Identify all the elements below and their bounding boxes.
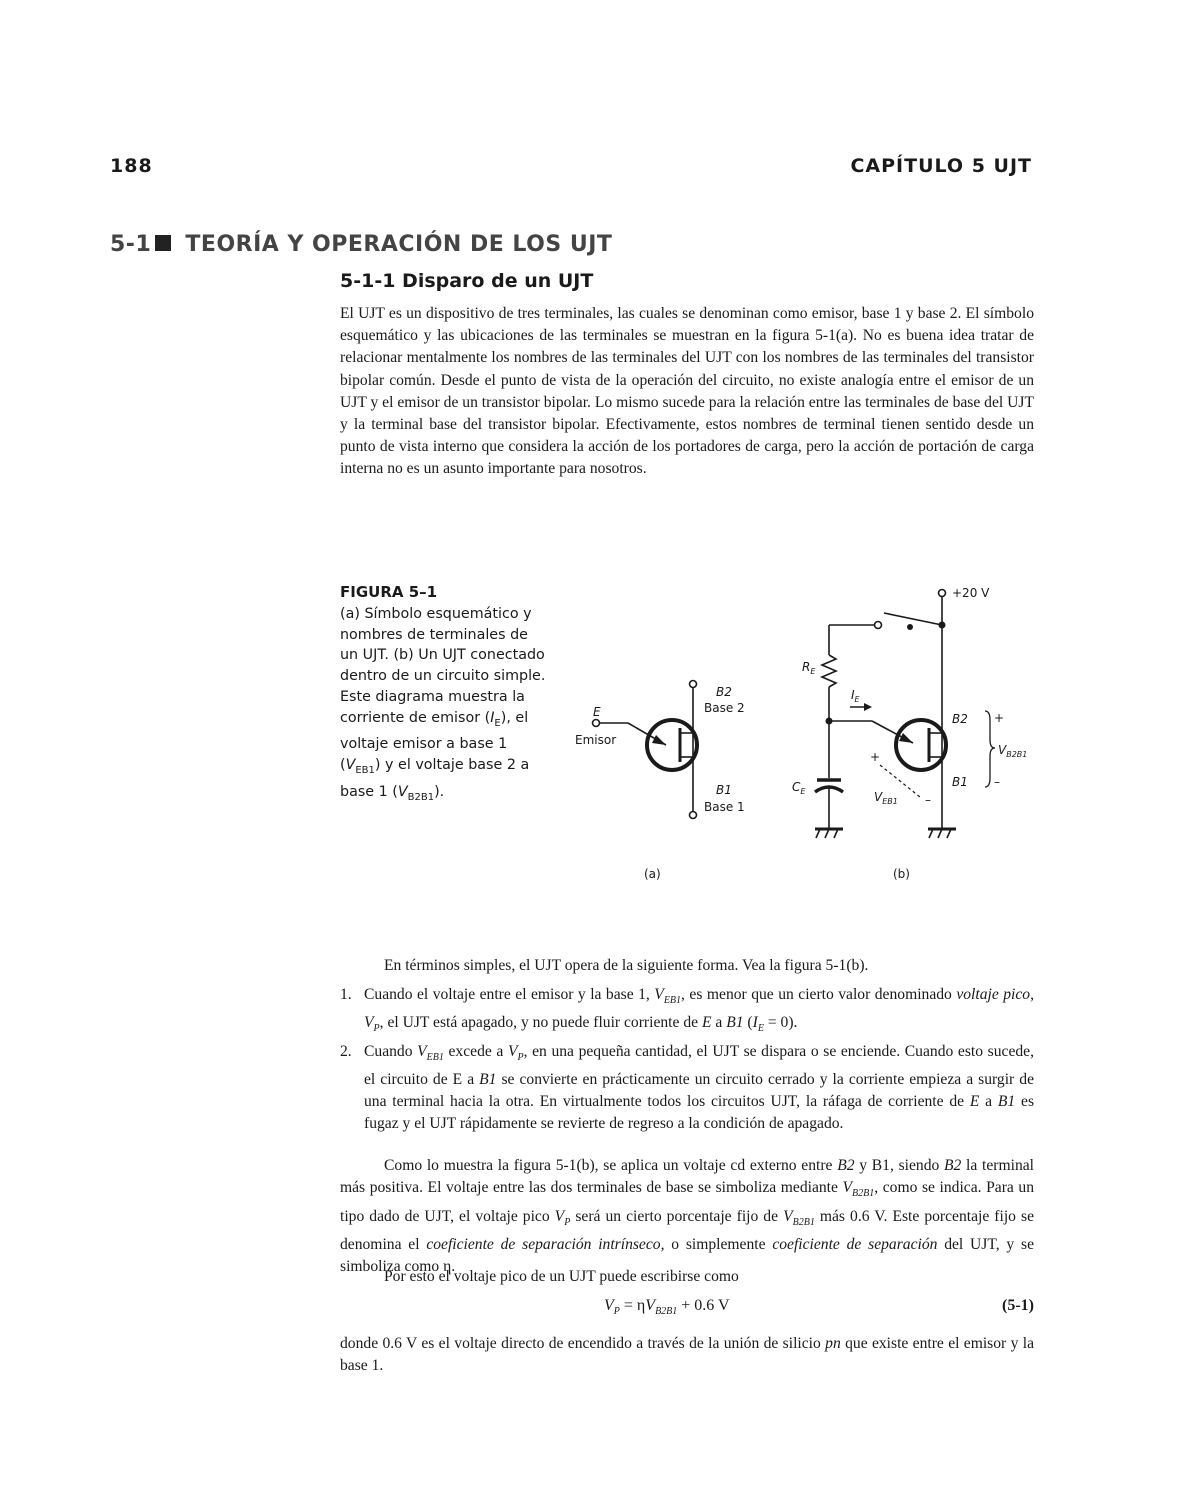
equation-text: = η (619, 1297, 646, 1314)
math-subscript: E (757, 1023, 764, 1035)
math-symbol: V (783, 1207, 793, 1225)
label-ce (792, 780, 806, 796)
list-text: , es menor que un cierto valor denominado (681, 986, 957, 1003)
paragraph-text: del UJT, y se simboliza como η. (340, 1235, 1034, 1276)
figure-caption (340, 582, 550, 809)
math-symbol: B1 (479, 1070, 497, 1088)
label-re (802, 660, 816, 676)
paragraph-text: la terminal más positiva. El voltaje entre las dos terminales de base se simboliza mediante (340, 1157, 1034, 1197)
section-title: TEORÍA Y OPERACIÓN DE LOS UJT (185, 232, 613, 257)
paragraph-text: que existe entre el emisor y la base 1. (340, 1335, 1034, 1375)
caption-symbol: V (345, 757, 356, 774)
caption-text: ) y el voltaje base 2 a base 1 ( (340, 757, 530, 800)
math-subscript: B2B1 (792, 1216, 815, 1228)
list-text: a (711, 1014, 727, 1032)
math-symbol: I (752, 1014, 758, 1032)
caption-subscript: EB1 (355, 765, 375, 777)
base2-terminal (690, 681, 697, 688)
paragraph-text: , como se indica. Para un tipo dado de UJT, el voltaje pico (340, 1179, 1034, 1225)
paragraph-text: y B1, siendo (854, 1157, 945, 1174)
body-paragraph-1: El UJT es un dispositivo de tres terminales, las cuales se denominan como emisor, base 1 y base 2. El símbolo esquemático y las ubicaciones de las terminales se muestran en la figura 5-1(a). No es buena idea tratar de relacionar mentalmente los nombres de las terminales del UJT con los nombres de las terminales del transistor bipolar común. Desde el punto de vista de la operación del circuito, no existe analogía entre el emisor de un UJT y el emisor de un transistor bipolar. Lo mismo sucede para la relación entre las terminales de base del UJT y la terminal base del transistor bipolar. Efectivamente, estos nombres de terminal tienen sentido desde un punto de vista interno que considera la acción de los portadores de carga, pero la acción de portación de carga interna no es un asunto importante para nosotros. (340, 305, 1034, 478)
label-veb1-sub: EB1 (882, 797, 898, 806)
label-b1: B1 (952, 775, 968, 789)
body-paragraph-3 (340, 1155, 1034, 1278)
paragraph-text: Como lo muestra la figura 5-1(b), se aplica un voltaje cd externo entre (384, 1157, 838, 1174)
caption-text: ). (434, 783, 445, 800)
resistor-icon (822, 655, 836, 687)
list-text: ( (743, 1014, 753, 1032)
ground-icon (815, 829, 843, 838)
caption-text: ), el voltaje emisor a base 1 ( (340, 709, 529, 774)
equation-body (604, 1297, 730, 1317)
math-symbol: B1 (726, 1014, 744, 1032)
math-subscript: EB1 (663, 995, 682, 1007)
circuit-b (815, 590, 995, 839)
supply-terminal (939, 590, 946, 597)
panel-label-b: (b) (893, 867, 910, 881)
math-subscript: P (517, 1051, 524, 1063)
math-symbol: E (701, 1014, 712, 1032)
label-emisor: Emisor (575, 733, 617, 747)
caption-subscript: E (494, 717, 501, 729)
math-subscript: P (564, 1216, 571, 1228)
list-number: 2. (340, 1042, 352, 1060)
ujt-symbol-a (593, 681, 698, 819)
switch-icon (884, 613, 942, 625)
emphasis: coeficiente de separación intrínseco, (426, 1235, 665, 1253)
equation-5-1 (340, 1297, 1034, 1321)
list-text: Cuando el voltaje entre el emisor y la base 1, (364, 986, 655, 1003)
math-symbol: V (417, 1042, 427, 1060)
caption-symbol: V (397, 783, 408, 800)
math-symbol: V (507, 1042, 518, 1060)
veb1-plus: + (870, 750, 881, 764)
paragraph-text: donde 0.6 V es el voltaje directo de encendido a través de la unión de silicio (340, 1335, 826, 1352)
section-heading (110, 232, 612, 257)
label-ie-main: I (851, 688, 855, 702)
math-subscript: B2B1 (655, 1306, 678, 1318)
label-base2: Base 2 (704, 701, 745, 715)
label-ce-sub: E (800, 787, 806, 796)
emitter-terminal (593, 720, 600, 727)
label-re-sub: E (810, 667, 816, 676)
math-symbol: B2 (944, 1157, 962, 1174)
label-e: E (593, 705, 601, 719)
math-subscript: P (613, 1306, 620, 1318)
paragraph-text: o simplemente (664, 1235, 773, 1253)
switch-terminal (875, 622, 882, 629)
body-paragraph-2: En términos simples, el UJT opera de la siguiente forma. Vea la figura 5-1(b). (384, 957, 869, 974)
math-symbol: V (654, 986, 664, 1003)
label-veb1-main: V (874, 790, 883, 804)
math-subscript: B2B1 (852, 1188, 875, 1200)
subsection-title: 5-1-1 Disparo de un UJT (340, 270, 594, 292)
vb2b1-plus: + (994, 711, 1005, 725)
equation-text: + 0.6 V (677, 1297, 730, 1314)
ujt-circuit-figure (560, 580, 1060, 890)
emphasis: coeficiente de separación (772, 1235, 938, 1253)
list-text: a (979, 1093, 998, 1111)
list-text: = 0). (763, 1014, 798, 1032)
math-subscript: EB1 (426, 1051, 444, 1063)
body-paragraph-4: Por esto el voltaje pico de un UJT puede escribirse como (384, 1268, 739, 1285)
label-b2: B2 (716, 685, 732, 699)
section-number: 5-1 (110, 232, 152, 257)
ujt-body-circle (647, 720, 697, 770)
page-number: 188 (110, 155, 153, 177)
label-ce-main: C (792, 780, 801, 794)
paragraph-text: será un cierto porcentaje fijo de (570, 1207, 784, 1225)
list-item (340, 1041, 1034, 1136)
list-text: , en una pequeña cantidad, el UJT se dispara o se enciende. Cuando esto sucede, el circuito de E a (364, 1042, 1034, 1088)
math-symbol: B1 (997, 1093, 1016, 1111)
label-b1: B1 (716, 783, 732, 797)
caption-symbol: I (490, 709, 495, 726)
chapter-title: CAPÍTULO 5 UJT (850, 155, 1032, 177)
label-base1: Base 1 (704, 800, 745, 814)
ujt-body-circle (896, 720, 946, 770)
base1-terminal (690, 812, 697, 819)
current-arrow-icon (864, 703, 872, 711)
math-symbol: V (645, 1297, 656, 1314)
list-text: excede a (443, 1042, 508, 1060)
list-text: Cuando (364, 1042, 418, 1060)
label-vb2b1-main: V (998, 743, 1007, 757)
ground-icon (928, 829, 956, 838)
list-text: es fugaz y el UJT rápidamente se revierte de regreso a la condición de apagado. (364, 1093, 1035, 1133)
panel-label-a: (a) (644, 867, 661, 881)
vb2b1-minus: – (994, 775, 1000, 789)
emphasis: voltaje pico (956, 986, 1031, 1003)
label-b2: B2 (952, 712, 968, 726)
math-symbol: E (969, 1093, 980, 1111)
list-number: 1. (340, 986, 352, 1003)
list-text: , el UJT está apagado, y no puede fluir corriente de (379, 1014, 702, 1032)
label-veb1 (874, 790, 898, 806)
caption-text: (a) Símbolo esquemático y nombres de terminales de un UJT. (b) Un UJT conectado dentro de un circuito simple. Este diagrama muestra la corriente de emisor ( (340, 605, 546, 726)
equation-number: (5-1) (1002, 1297, 1034, 1314)
figure-title: FIGURA 5–1 (340, 583, 438, 601)
label-vb2b1 (998, 743, 1027, 759)
label-re-main: R (802, 660, 811, 674)
math-symbol: B2 (837, 1157, 855, 1174)
supply-voltage-label: +20 V (952, 586, 990, 600)
veb1-minus: – (925, 793, 931, 807)
math-symbol: V (554, 1207, 565, 1225)
label-ie (851, 688, 861, 704)
bullet-square-icon (155, 235, 171, 251)
math-symbol: V (842, 1179, 853, 1197)
list-text: , (1030, 986, 1034, 1003)
numbered-list (340, 984, 1034, 1136)
caption-subscript: B2B1 (407, 791, 435, 803)
label-vb2b1-sub: B2B1 (1006, 750, 1028, 759)
math-symbol: V (364, 1014, 374, 1032)
emphasis: pn (825, 1335, 841, 1352)
list-item (340, 984, 1034, 1041)
list-text: se convierte en prácticamente un circuito cerrado y la corriente empieza a surgir de una terminal hacia la otra. En virtualmente todos los circuitos UJT, la ráfaga de corriente de (364, 1070, 1034, 1111)
math-symbol: V (604, 1297, 614, 1314)
label-ie-sub: E (854, 695, 860, 704)
paragraph-text: más 0.6 V. Este porcentaje fijo se denomina el (340, 1207, 1034, 1253)
body-paragraph-5 (340, 1333, 1034, 1377)
math-subscript: P (373, 1023, 380, 1035)
